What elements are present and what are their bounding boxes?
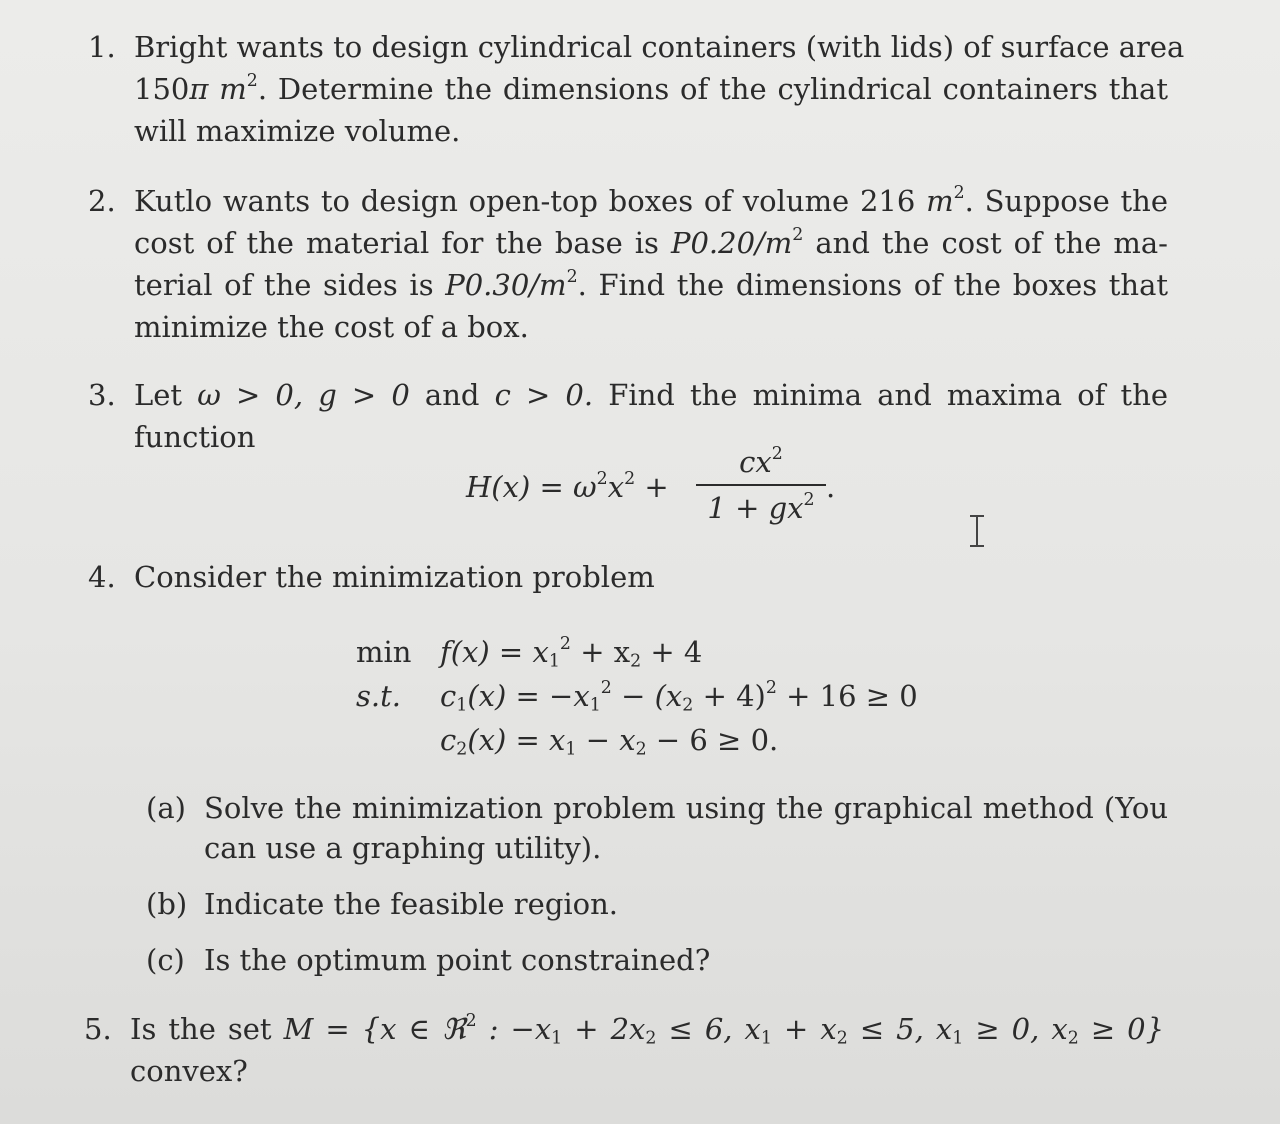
subquestion-a	[146, 788, 1168, 868]
formula-period: .	[826, 470, 836, 504]
problem-text-line: convex?	[130, 1054, 248, 1088]
problem-number: 3.	[88, 378, 116, 412]
problem-text-line: Let ω > 0, g > 0 and c > 0. Find the minima and maxima of the	[134, 378, 1169, 412]
problem-text-line: will maximize volume.	[134, 114, 461, 148]
subquestion-text-line: Is the optimum point constrained?	[204, 943, 711, 977]
formula-lhs: $H(x) = \omega^2x^2$ +	[466, 468, 669, 504]
fraction-denominator: $1 + gx^2$	[707, 489, 815, 525]
subquestion-text-line: Indicate the feasible region.	[204, 887, 619, 921]
constraint-2-row: $c_2(x) = x_1 - x_2 - 6 \ge 0$.	[440, 723, 779, 760]
problem-number: 2.	[88, 184, 116, 218]
st-label: s.t.	[356, 679, 401, 713]
problem-text-line: Kutlo wants to design open-top boxes of volume 216 $m^2$. Suppose the	[134, 182, 1169, 218]
problem-text-line: terial of the sides is $P0.30/m^2$. Find the dimensions of the boxes that	[134, 266, 1169, 302]
problem-text-line: 150π $m^2$. Determine the dimensions of the cylindrical containers that	[134, 70, 1168, 106]
problem-1	[88, 26, 1185, 152]
problem-number: 4.	[88, 560, 116, 594]
display-formula	[466, 440, 846, 540]
problem-text-line: minimize the cost of a box.	[134, 310, 529, 344]
problem-2	[88, 180, 1168, 348]
subquestion-c	[146, 940, 1168, 980]
subquestion-label: (a)	[146, 791, 186, 825]
problem-number: 5.	[84, 1012, 112, 1046]
problem-5	[84, 1008, 1164, 1092]
text-cursor-ibeam-icon	[966, 514, 988, 548]
min-label: min	[356, 635, 412, 669]
problem-4	[88, 556, 1168, 598]
problem-number: 1.	[88, 30, 116, 64]
problem-text-line: function	[134, 420, 256, 454]
subquestion-text-line: can use a graphing utility).	[204, 831, 602, 865]
subquestion-label: (c)	[146, 943, 185, 977]
subquestion-label: (b)	[146, 887, 188, 921]
objective-row: $\min f(x) = x_1^2 + x_2 + 4$	[356, 633, 703, 672]
constraint-1-row: s.t. $c_1(x) = -x_1^2 - (x_2 + 4)^2 + 16 \ge 0$	[356, 677, 918, 716]
problem-text-line: Bright wants to design cylindrical containers (with lids) of surface area	[134, 30, 1185, 64]
problem-text-line: Consider the minimization problem	[134, 560, 655, 594]
problem-text-line: cost of the material for the base is $P0.20/m^2$ and the cost of the ma-	[134, 224, 1168, 260]
subquestion-text-line: Solve the minimization problem using the graphical method (You	[204, 791, 1168, 825]
subquestion-b	[146, 884, 1168, 924]
fraction-numerator: $cx^2$	[739, 443, 783, 479]
formula-fraction	[696, 440, 826, 530]
problem-text-line: Is the set M = {x ∈ ℜ$^2$ : $-x_1 + 2x_2 \le 6$, $x_1 + x_2 \le 5$, $x_1 \ge 0$, $x_2 \ge 0$}	[130, 1010, 1165, 1049]
